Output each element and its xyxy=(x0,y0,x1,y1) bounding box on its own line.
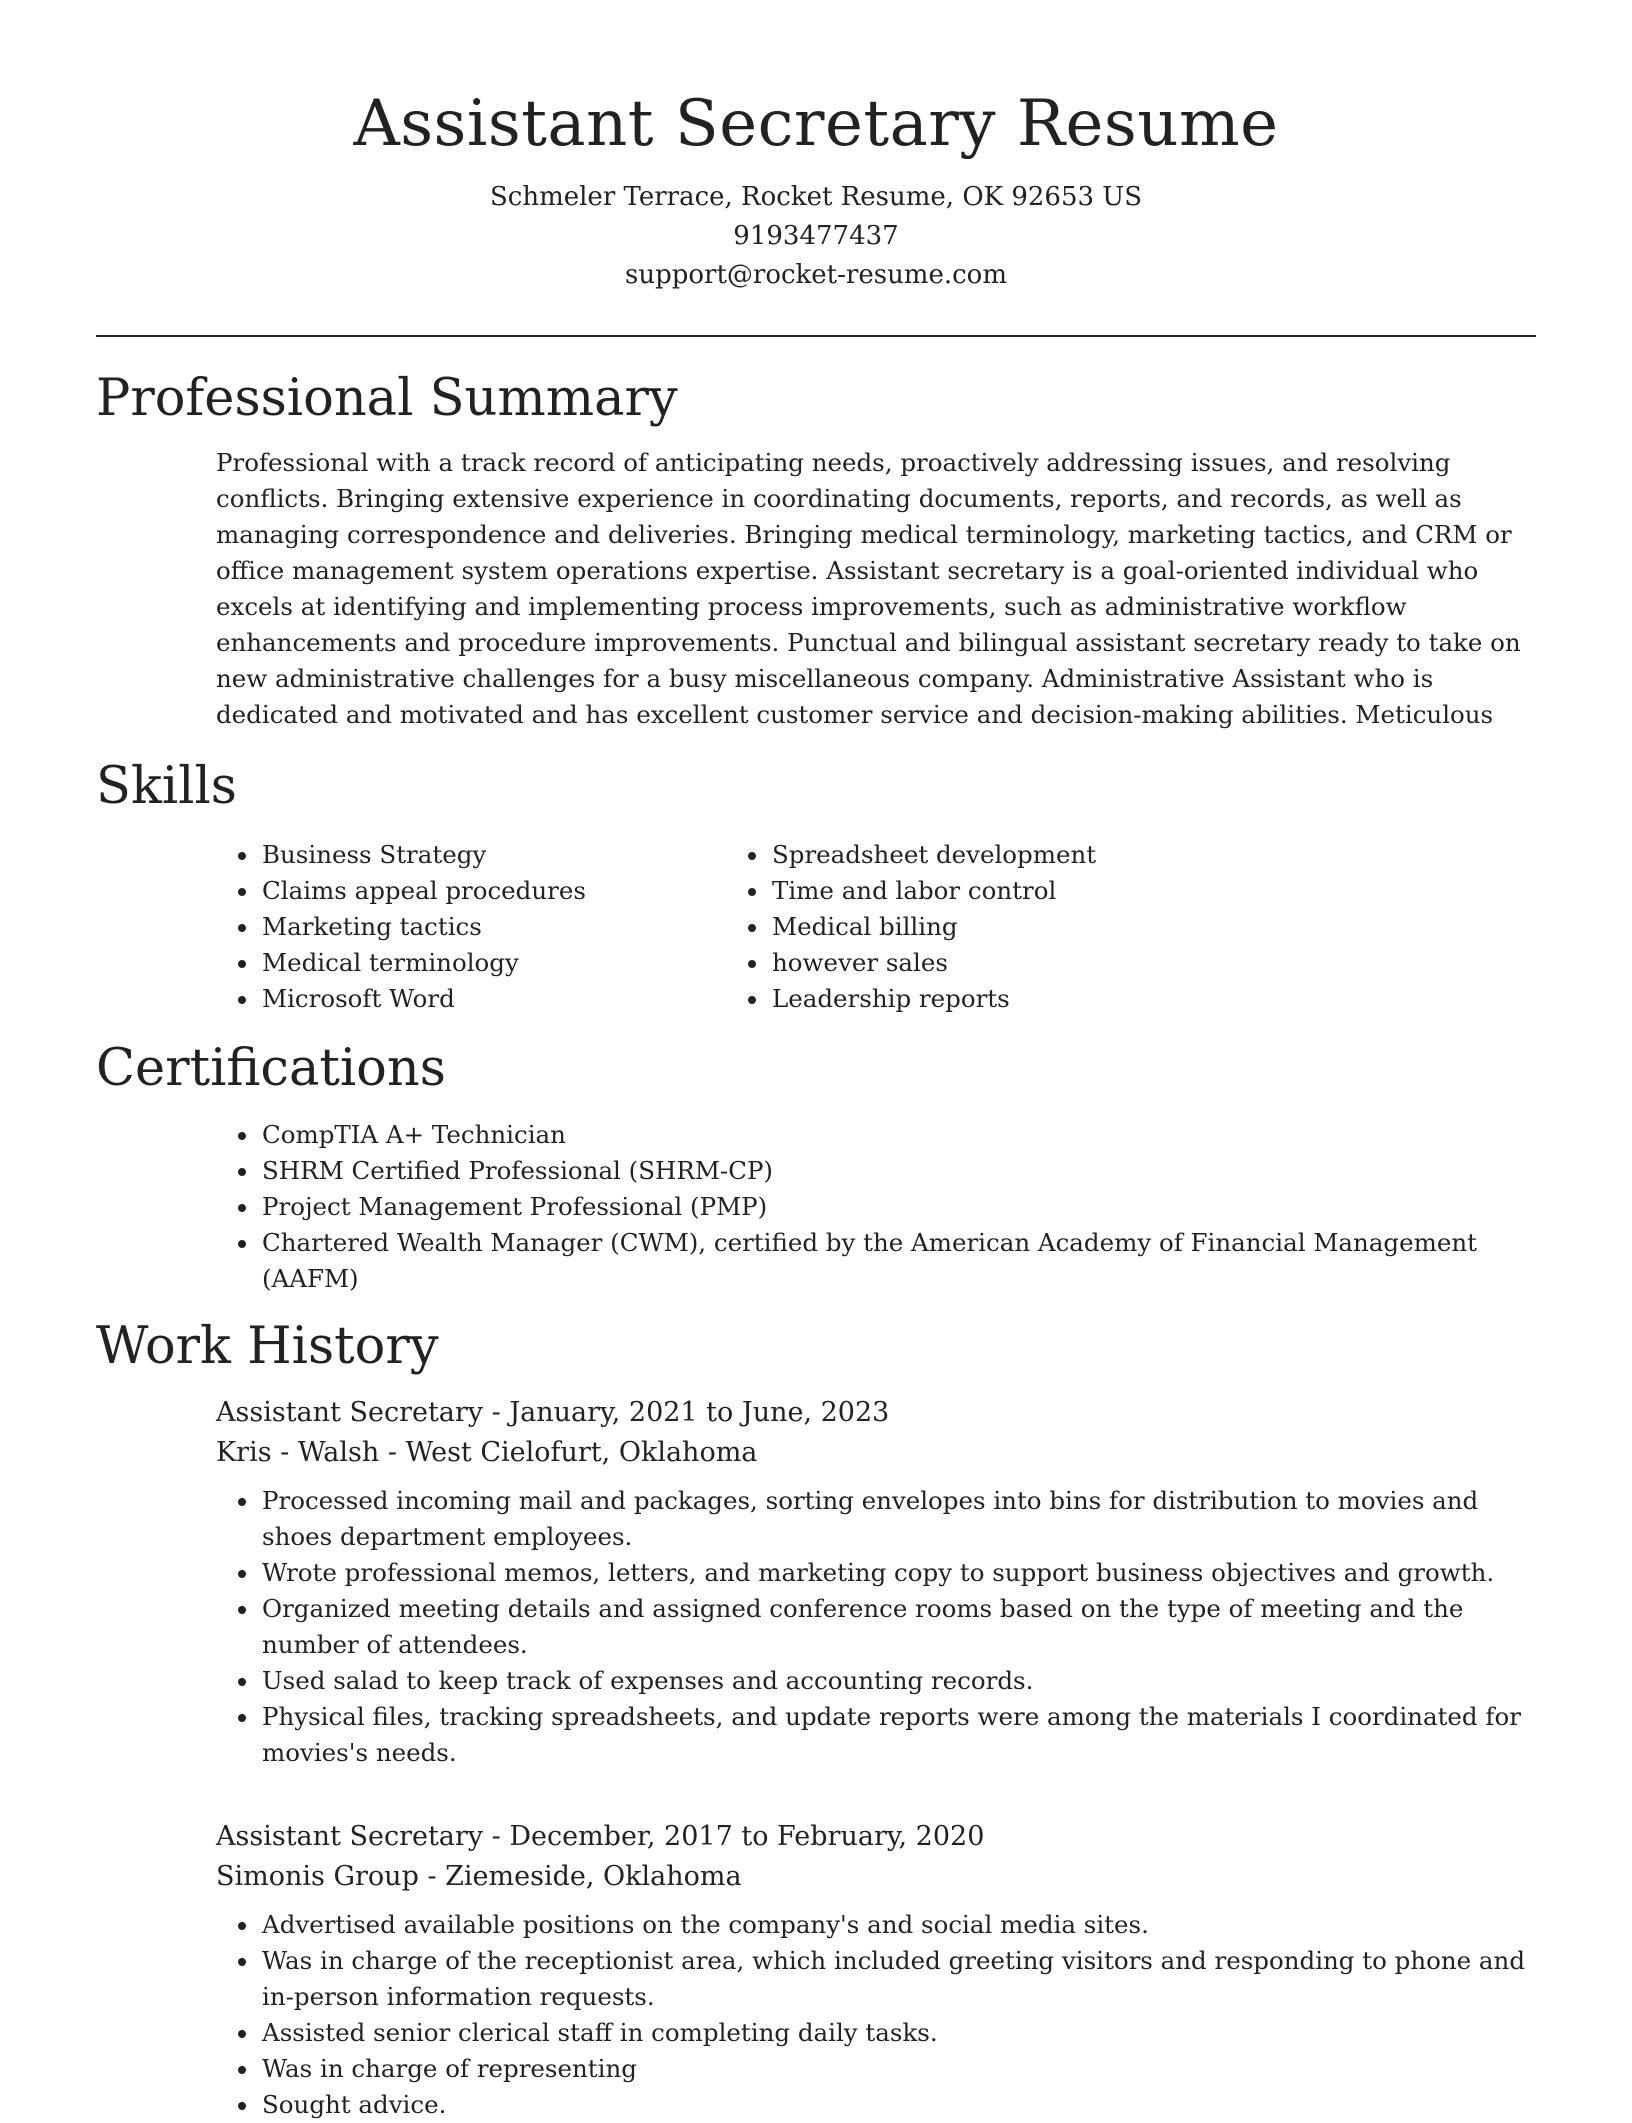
skill-item: • Business Strategy xyxy=(260,837,746,873)
job-dates: - December, 2017 to February, 2020 xyxy=(483,1821,985,1852)
certification-item: • Project Management Professional (PMP) xyxy=(260,1189,1536,1225)
job-title-line xyxy=(216,1393,1536,1433)
skill-item: • Leadership reports xyxy=(770,981,1256,1017)
job-bullet: • Physical files, tracking spreadsheets, and update reports were among the materials I coordinated for movies's needs. xyxy=(260,1699,1536,1771)
work-history-heading: Work History xyxy=(96,1317,439,1376)
job-bullet: • Assisted senior clerical staff in completing daily tasks. xyxy=(260,2015,1536,2051)
job-role: Assistant Secretary xyxy=(216,1821,484,1852)
job-dates: - January, 2021 to June, 2023 xyxy=(483,1397,890,1428)
job-bullets xyxy=(216,1483,1536,1771)
summary-text: Professional with a track record of anticipating needs, proactively addressing issues, and resolving conflicts. Bringing extensive experience in coordinating documents, reports, and records, as well as managing correspondence and deliveries. Bringing medical terminology, marketing tactics, and CRM or office management system operations expertise. Assistant secretary is a goal-oriented individual who excels at identifying and implementing process improvements, such as administrative workflow enhancements and procedure improvements. Punctual and bilingual assistant secretary ready to take on new administrative challenges for a busy miscellaneous company. Administrative Assistant who is dedicated and motivated and has excellent customer service and decision-making abilities. Meticulous xyxy=(216,448,1521,729)
job-location: - Ziemeside, Oklahoma xyxy=(418,1861,742,1892)
skill-item: • Spreadsheet development xyxy=(770,837,1256,873)
contact-email: support@rocket-resume.com xyxy=(624,260,1007,290)
job-bullet: • Processed incoming mail and packages, sorting envelopes into bins for distribution to movies and shoes department employees. xyxy=(260,1483,1536,1555)
skills-list xyxy=(96,837,1536,1017)
job-bullet: • Organized meeting details and assigned conference rooms based on the type of meeting and the number of attendees. xyxy=(260,1591,1536,1663)
job-entry xyxy=(216,1393,1536,1771)
contact-block xyxy=(96,178,1536,295)
skills-heading: Skills xyxy=(96,757,237,816)
certifications-heading: Certifications xyxy=(96,1039,446,1098)
job-company: Simonis Group xyxy=(216,1861,419,1892)
job-bullet: • Advertised available positions on the company's and social media sites. xyxy=(260,1907,1536,1943)
skills-column-1 xyxy=(96,837,746,1017)
job-bullet: • Sought advice. xyxy=(260,2087,1536,2123)
job-bullet: • Was in charge of the receptionist area, which included greeting visitors and responding to phone and in-person information requests. xyxy=(260,1943,1536,2015)
skill-item: • however sales xyxy=(770,945,1256,981)
job-company-line xyxy=(216,1857,1536,1897)
job-bullet: • Was in charge of representing xyxy=(260,2051,1536,2087)
skill-item: • Time and labor control xyxy=(770,873,1256,909)
resume-title: Assistant Secretary Resume xyxy=(353,87,1279,161)
skills-column-2 xyxy=(746,837,1256,1017)
skill-item: • Claims appeal procedures xyxy=(260,873,746,909)
job-bullet: • Wrote professional memos, letters, and marketing copy to support business objectives and growth. xyxy=(260,1555,1536,1591)
job-role: Assistant Secretary xyxy=(216,1397,484,1428)
resume-page xyxy=(96,0,1536,2123)
summary-heading: Professional Summary xyxy=(96,369,678,428)
certifications-list xyxy=(96,1117,1536,1297)
certification-item: • CompTIA A+ Technician xyxy=(260,1117,1536,1153)
contact-phone: 9193477437 xyxy=(733,221,899,251)
contact-address: Schmeler Terrace, Rocket Resume, OK 92653 US xyxy=(489,182,1143,212)
job-company: Kris - Walsh xyxy=(216,1437,380,1468)
skill-item: • Microsoft Word xyxy=(260,981,746,1017)
job-company-line xyxy=(216,1433,1536,1473)
skill-item: • Medical terminology xyxy=(260,945,746,981)
job-title-line xyxy=(216,1817,1536,1857)
certification-item: • SHRM Certified Professional (SHRM-CP) xyxy=(260,1153,1536,1189)
job-entry xyxy=(216,1817,1536,2123)
header-divider xyxy=(96,335,1536,337)
skill-item: • Medical billing xyxy=(770,909,1256,945)
job-location: - West Cielofurt, Oklahoma xyxy=(379,1437,758,1468)
job-bullets xyxy=(216,1907,1536,2123)
skill-item: • Marketing tactics xyxy=(260,909,746,945)
certification-item: • Chartered Wealth Manager (CWM), certified by the American Academy of Financial Management (AAFM) xyxy=(260,1225,1536,1297)
job-bullet: • Used salad to keep track of expenses and accounting records. xyxy=(260,1663,1536,1699)
